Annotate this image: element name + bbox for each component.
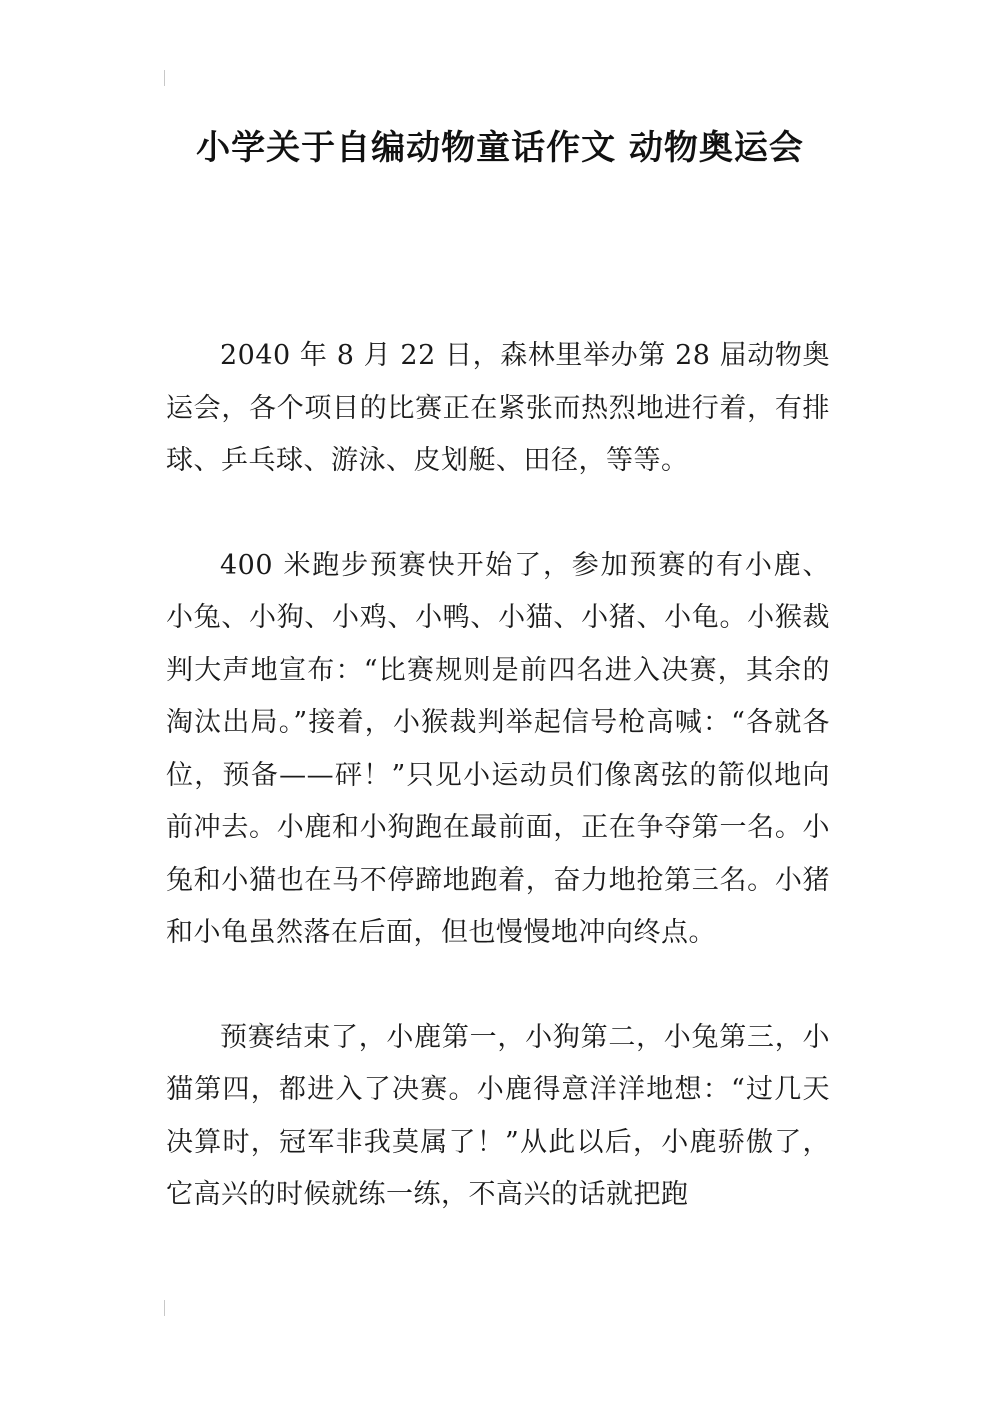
paragraph-1: 2040 年 8 月 22 日，森林里举办第 28 届动物奥运会，各个项目的比赛正在紧张而热烈地进行着，有排球、乒乓球、游泳、皮划艇、田径，等等。 — [166, 340, 830, 476]
document-body — [166, 330, 830, 1274]
margin-mark-bottom — [164, 1300, 165, 1316]
paragraph-3: 预赛结束了，小鹿第一，小狗第二，小兔第三，小猫第四，都进入了决赛。小鹿得意洋洋地想：“过几天决算时，冠军非我莫属了！”从此以后，小鹿骄傲了，它高兴的时候就练一练，不高兴的话就把跑 — [166, 1021, 830, 1210]
margin-mark-top — [164, 70, 165, 86]
document-title: 小学关于自编动物童话作文 动物奥运会 — [196, 128, 804, 168]
paragraph-2: 400 米跑步预赛快开始了，参加预赛的有小鹿、小兔、小狗、小鸡、小鸭、小猫、小猪、小龟。小猴裁判大声地宣布：“比赛规则是前四名进入决赛，其余的淘汰出局。”接着，小猴裁判举起信号枪高喊：“各就各位，预备——砰！”只见小运动员们像离弦的箭似地向前冲去。小鹿和小狗跑在最前面，正在争夺第一名。小兔和小猫也在马不停蹄地跑着，奋力地抢第三名。小猪和小龟虽然落在后面，但也慢慢地冲向终点。 — [166, 549, 830, 948]
